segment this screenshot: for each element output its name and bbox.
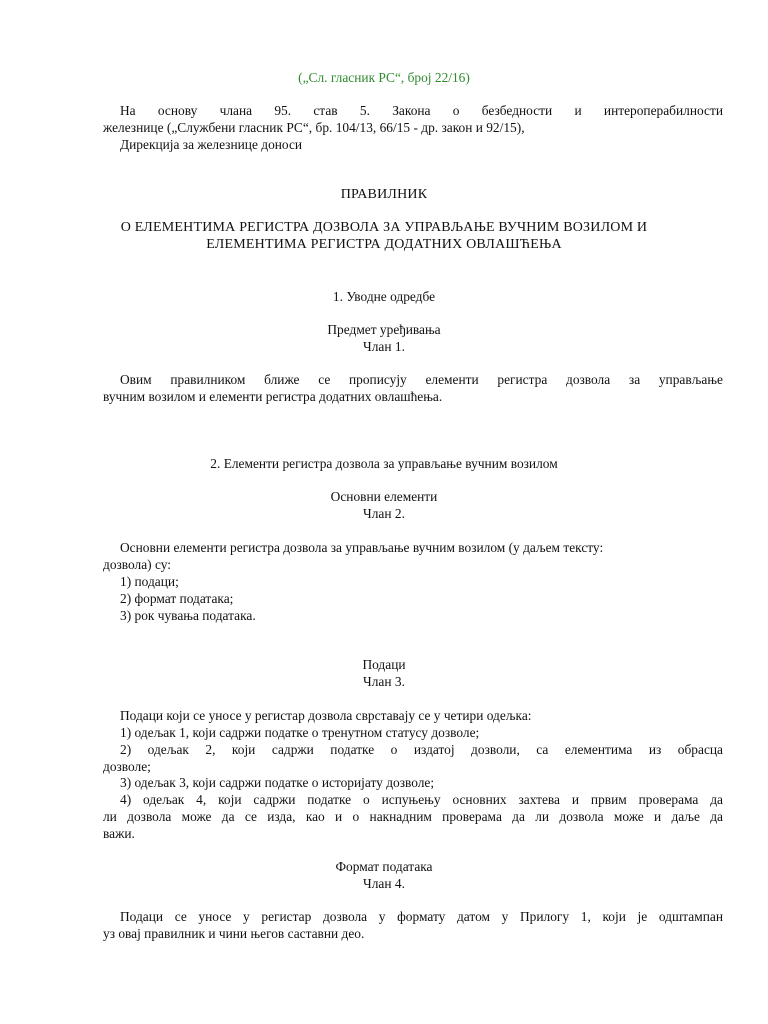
article-2-list-item: 3) рок чувања података.	[120, 608, 256, 623]
preamble-line-1: На основу члана 95. став 5. Закона о безбедности и интероперабилности	[120, 103, 723, 118]
article-3-item-4-line-1: 4) одељак 4, који садржи податке о испуњењу основних захтева и првим проверама да	[120, 792, 723, 807]
article-4-text-line-1: Подаци се уносе у регистар дозвола у формату датом у Прилогу 1, који је одштампан	[120, 909, 723, 924]
document-title-line-1: О ЕЛЕМЕНТИМА РЕГИСТРА ДОЗВОЛА ЗА УПРАВЉАЊЕ ВУЧНИМ ВОЗИЛОМ И	[120, 220, 648, 235]
article-3-intro: Подаци који се уносе у регистар дозвола сврставају се у четири одељка:	[120, 708, 532, 723]
article-2-subject: Основни елементи	[330, 489, 438, 504]
article-3-item-4-line-2: ли дозвола може да се изда, као и о накнадним проверама да ли дозвола може и даље да	[103, 809, 723, 824]
section-1-heading: 1. Уводне одредбе	[332, 289, 436, 304]
article-3-subject: Подаци	[362, 657, 406, 672]
gazette-reference: („Сл. гласник РС“, број 22/16)	[298, 70, 470, 85]
article-4-text-line-2: уз овај правилник и чини његов саставни део.	[103, 926, 365, 941]
article-1-number: Члан 1.	[363, 339, 405, 354]
article-3-number: Члан 3.	[363, 674, 405, 689]
article-2-list-item: 2) формат података;	[120, 591, 234, 606]
article-2-text-line-2: дозвола) су:	[103, 557, 171, 572]
article-3-item-1: 1) одељак 1, који садржи податке о тренутном статусу дозволе;	[120, 725, 480, 740]
article-3-item-2-line-2: дозволе;	[103, 759, 151, 774]
article-2-number: Члан 2.	[363, 506, 405, 521]
preamble-line-2: железнице („Службени гласник РС“, бр. 104/13, 66/15 - др. закон и 92/15),	[103, 120, 525, 135]
article-3-item-4-line-3: важи.	[103, 826, 135, 841]
article-3-item-2-line-1: 2) одељак 2, који садржи податке о издатој дозволи, са елементима из обрасца	[120, 742, 723, 757]
article-4-subject: Формат података	[335, 859, 433, 874]
article-1-text-line-1: Овим правилником ближе се прописују елементи регистра дозвола за управљање	[120, 372, 723, 387]
article-1-subject: Предмет уређивања	[327, 322, 441, 337]
article-2-text-line-1: Основни елементи регистра дозвола за управљање вучним возилом (у даљем тексту:	[120, 540, 604, 555]
article-4-number: Члан 4.	[363, 876, 405, 891]
article-2-list-item: 1) подаци;	[120, 574, 179, 589]
article-1-text-line-2: вучним возилом и елементи регистра додатних овлашћења.	[103, 389, 443, 404]
section-2-heading: 2. Елементи регистра дозвола за управљање вучним возилом	[210, 456, 558, 471]
preamble-line-3: Дирекција за железнице доноси	[120, 137, 303, 152]
document-title-line-2: ЕЛЕМЕНТИМА РЕГИСТРА ДОДАТНИХ ОВЛАШЋЕЊА	[206, 237, 562, 252]
document-type: ПРАВИЛНИК	[340, 187, 428, 202]
article-3-item-3: 3) одељак 3, који садржи податке о историјату дозволе;	[120, 775, 435, 790]
